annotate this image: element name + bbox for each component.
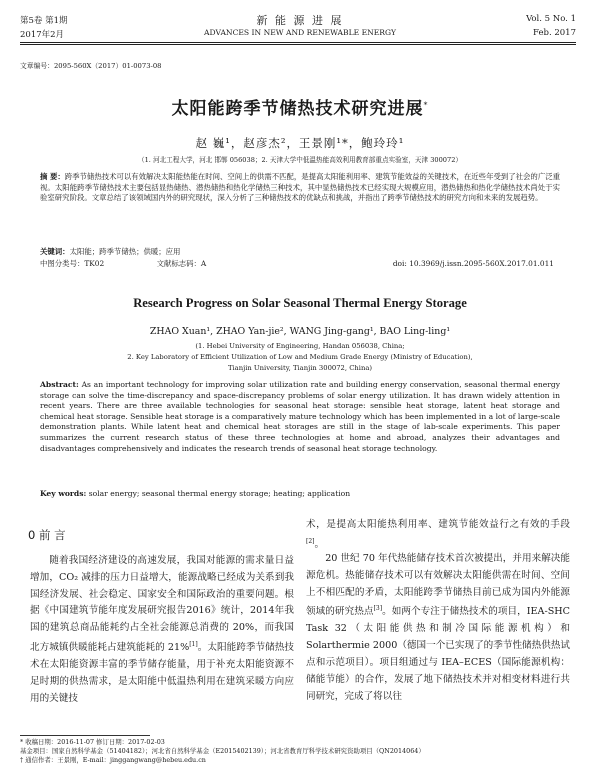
clc-line xyxy=(40,259,560,270)
title-zh xyxy=(0,94,600,119)
keywords-en-text: solar energy; seasonal thermal energy storage; heating; application xyxy=(88,489,351,498)
journal-title-zh: 新 能 源 进 展 xyxy=(256,14,344,27)
abstract-en xyxy=(40,380,560,454)
footnote-rule xyxy=(20,735,150,736)
journal-title-en: ADVANCES IN NEW AND RENEWABLE ENERGY xyxy=(204,28,396,37)
abstract-en-text: As an important technology for improving solar utilization rate and building energy conservation, seasonal thermal energy storage can solve the time-discrepancy and space-discrepancy problems of solar energy utilization. It has drawn widely attention in recent years. There are three available technologies for seasonal heat storage: sensible heat storage, latent heat storage and chemical heat storage. Sensible heat storage is a comparatively mature technology which has been implemented in a lot of large-scale demonstration plants. While latent heat and chemical heat storages are still in the stage of lab-scale experiments. This paper summarizes the current research status of these three technologies at home and abroad, analyzes their advantages and disadvantages comprehensively and indicates the research trends of seasonal heat storage technology. xyxy=(40,380,560,453)
volume-issue-zh: 第5卷 第1期 xyxy=(20,16,68,26)
keywords-en xyxy=(40,489,560,500)
section-heading-intro: 0 前 言 xyxy=(28,528,66,542)
right-para-1: 术，是提高太阳能热利用率、建筑节能效益行之有效的手段 xyxy=(306,519,570,530)
affiliation-en-3: Tianjin University, Tianjin 300072, China) xyxy=(227,364,373,372)
left-ref: [1] xyxy=(189,640,198,648)
volume-issue-en: Vol. 5 No. 1 xyxy=(526,14,576,24)
footnote-fund: 基金项目：国家自然科学基金（51404182）；河北省自然科学基金（E2015402139）；河北省教育厅科学技术研究资助项目（QN2014064） xyxy=(20,747,425,755)
keywords-zh-label: 关键词： xyxy=(40,247,70,256)
title-en: Research Progress on Solar Seasonal Thermal Energy Storage xyxy=(133,296,467,310)
keywords-en-label: Key words: xyxy=(40,489,87,498)
left-para-cont: 。太阳能跨季节储热技术在太阳能资源丰富的季节储存能量，用于补充太阳能资源不足时期的供热需求，是太阳能中低温热利用在建筑采暖方向应用的关键技 xyxy=(30,642,295,704)
clc-number: 中图分类号：TK02 xyxy=(40,259,105,268)
body-right-para-2 xyxy=(306,551,570,705)
abstract-zh xyxy=(40,172,560,204)
affiliations-zh: （1. 河北工程大学，河北 邯郸 056038；2. 天津大学中低温热能高效利用教育部重点实验室，天津 300072） xyxy=(138,156,462,164)
doi: doi: 10.3969/j.issn.2095-560X.2017.01.011 xyxy=(392,259,554,268)
keywords-zh xyxy=(40,247,560,258)
affiliation-en-1: (1. Hebei University of Engineering, Handan 056038, China; xyxy=(195,342,405,350)
right-para-1-end: 。 xyxy=(314,538,325,550)
right-para-2: 20 世纪 70 年代热能储存技术首次被提出，并用来解决能源危机。热能储存技术可以有效解决太阳能供需在时间、空间上不相匹配的矛盾，太阳能跨季节储热目前已成为国内外能源领域的研究热点 xyxy=(306,553,570,618)
affiliation-en-2: 2. Key Laboratory of Efficient Utilization of Low and Medium Grade Energy (Ministry of Education), xyxy=(127,353,473,361)
footnote-corresponding: † 通信作者：王景刚，E-mail：jinggangwang@hebeu.edu.cn xyxy=(20,756,206,764)
abstract-zh-text: 跨季节储热技术可以有效解决太阳能热能在时间、空间上的供需不匹配，是提高太阳能利用率、建筑节能效益的关键技术，在近些年受到了社会的广泛重视。太阳能跨季节储热技术主要包括显热储热、潜热储热和热化学储热三种技术，其中显热储热技术已经实现大规模应用，潜热储热和热化学储热技术尚处于实验室研究阶段。文章总结了该领域国内外的研究现状，深入分析了三种储热技术的优缺点和挑战，并指出了跨季节储热技术的研究方向和未来的发展趋势。 xyxy=(40,172,560,203)
body-right-para-1 xyxy=(306,517,570,554)
header-rule-2 xyxy=(20,44,576,45)
date-en: Feb. 2017 xyxy=(533,28,576,38)
footnote-received: * 收稿日期：2016-11-07 修订日期：2017-02-03 xyxy=(20,738,165,746)
title-zh-mark: * xyxy=(423,100,429,110)
keywords-zh-text: 太阳能；跨季节储热；供暖；应用 xyxy=(69,247,181,256)
authors-en: ZHAO Xuan¹, ZHAO Yan-jie², WANG Jing-gang¹, BAO Ling-ling¹ xyxy=(149,326,451,337)
authors-zh: 赵 巍¹，赵彦杰²，王景刚¹*，鲍玲玲¹ xyxy=(195,136,405,150)
date-zh: 2017年2月 xyxy=(20,30,65,40)
document-code: 文献标志码：A xyxy=(156,259,207,268)
right-ref-2: [3] xyxy=(373,605,383,613)
abstract-zh-label: 摘 要： xyxy=(40,172,65,181)
right-ref-1: [2] xyxy=(306,537,315,545)
right-para-2-cont: 。如两个专注于储热技术的项目，IEA-SHC Task 32（太阳能供热和制冷国际能源机构）和 Solarthermie 2000（德国一个已实现了的季节性储热供热试点和示范项目）。项目组通过与 IEA–ECES（国际能源机构：储能节能）的合作，发展了地下储热技术并对相变材料进行共同研究，完成了将以往 xyxy=(306,606,571,702)
article-number: 文章编号：2095-560X（2017）01-0073-08 xyxy=(20,62,162,70)
left-para: 随着我国经济建设的高速发展，我国对能源的需求量日益增加，CO₂ 减排的压力日益增大，能源战略已经成为关系到我国经济发展、社会稳定、国家安全和国际政治的重要问题。根据《中国建筑节能年度发展研究报告2016》统计，2014年我国的建筑总商品能耗约占全社会能源总消费的 20%，而我国北方城镇供暖能耗占建筑能耗的 21% xyxy=(30,555,294,654)
header-rule xyxy=(20,42,576,43)
body-left-column xyxy=(30,553,294,707)
abstract-en-label: Abstract: xyxy=(40,380,79,389)
title-zh-text: 太阳能跨季节储热技术研究进展 xyxy=(171,99,424,119)
footnotes xyxy=(20,738,425,765)
